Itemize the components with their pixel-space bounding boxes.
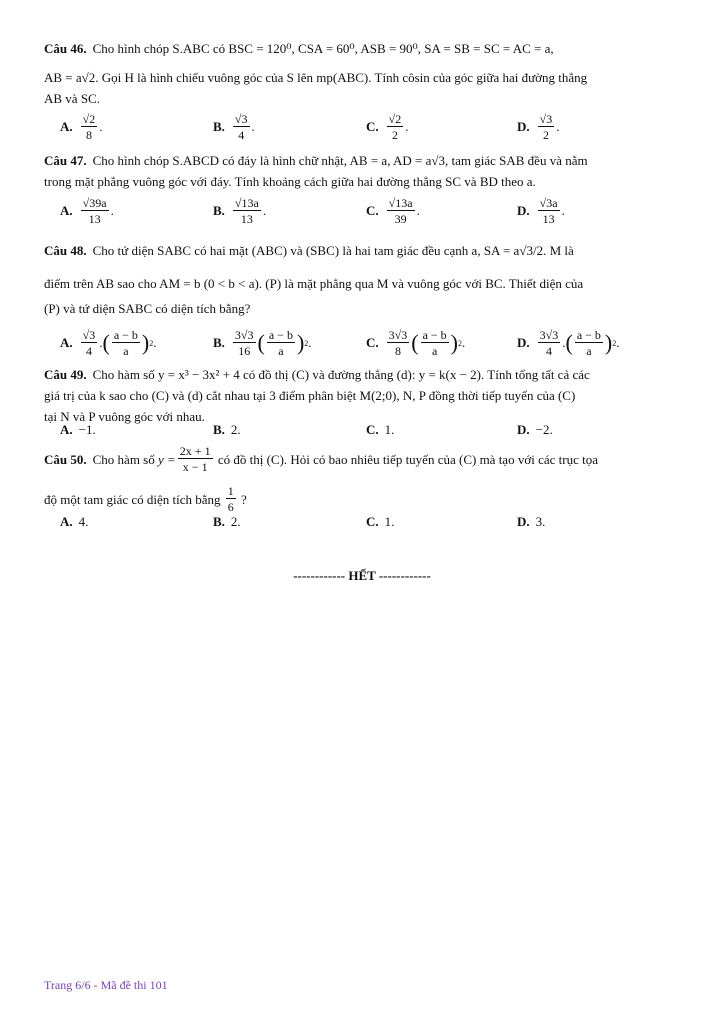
- fraction-denominator: 8: [394, 344, 401, 358]
- option-d[interactable]: [517, 420, 553, 440]
- option-b[interactable]: B. $\frac{3√3}{16}$ ( $\frac{a - b}{a}$ ) 2 .: [213, 328, 312, 358]
- option-c[interactable]: C. $\frac{√2}{2}$ .: [366, 112, 409, 142]
- question-49-line-3: tại N và P vuông góc với nhau.: [44, 409, 205, 424]
- right-paren: ): [141, 330, 150, 355]
- question-46-options: [60, 112, 688, 142]
- fraction-denominator: 13: [240, 212, 253, 226]
- option-label: D.: [517, 203, 530, 218]
- option-fraction: [387, 113, 404, 141]
- question-48-line-2: điểm trên AB sao cho AM = b (0 < b < a). (P) là mặt phẳng qua M và vuông góc với BC. Thiết diện của: [44, 276, 584, 291]
- exponent: 2: [304, 338, 309, 348]
- fraction-denominator: 16: [238, 344, 251, 358]
- fraction-numerator: √13a: [234, 196, 259, 210]
- question-text: có đồ thị (C). Hỏi có bao nhiêu tiếp tuyến của (C) mà tạo với các trục tọa: [217, 451, 598, 467]
- option-fraction: [81, 197, 109, 225]
- question-text: Cho hình chóp S.ABCD có đáy là hình chữ nhật, AB = a, AD = a√3, tam giác SAB đều và nằm: [92, 153, 588, 168]
- page-footer: [44, 978, 168, 993]
- left-paren: (: [411, 330, 419, 355]
- exponent: 2: [149, 338, 154, 348]
- right-paren: ): [604, 330, 613, 355]
- option-value: 3.: [535, 514, 546, 529]
- question-number: Câu 48.: [44, 243, 87, 258]
- option-value: 1.: [384, 514, 395, 529]
- fraction-denominator: a: [431, 344, 438, 358]
- fraction-denominator: 13: [88, 212, 101, 226]
- right-paren: ): [296, 330, 305, 355]
- fraction-numerator: √13a: [388, 196, 413, 210]
- option-label: D.: [517, 119, 530, 134]
- option-a[interactable]: A. $\frac{√2}{8}$ .: [60, 112, 103, 142]
- question-text: Cho hàm số: [92, 451, 155, 467]
- question-50: [44, 442, 688, 518]
- fraction-numerator: 2x + 1: [179, 444, 211, 458]
- coefficient-fraction: [233, 329, 256, 357]
- fraction-numerator: a − b: [576, 328, 601, 342]
- fraction-denominator: a: [278, 344, 284, 358]
- question-46-line-1: [44, 38, 688, 59]
- option-a[interactable]: A. $\frac{√39a}{13}$ .: [60, 196, 114, 226]
- option-value: 1.: [384, 422, 395, 437]
- option-b[interactable]: B. $\frac{√13a}{13}$ .: [213, 196, 267, 226]
- question-46-line-3: AB và SC.: [44, 91, 100, 106]
- inner-fraction: [575, 329, 603, 357]
- question-46-line-2: AB = a√2. Gọi H là hình chiếu vuông góc của S lên mp(ABC). Tính côsin của góc giữa hai đường thẳng: [44, 70, 588, 85]
- fraction-denominator: 4: [85, 344, 92, 358]
- question-number: Câu 47.: [44, 153, 87, 168]
- fraction-numerator: √2: [388, 112, 402, 126]
- left-paren: (: [565, 330, 573, 355]
- question-48: [44, 240, 688, 319]
- coefficient-fraction: [538, 329, 561, 357]
- function-lhs: y =: [158, 451, 176, 467]
- option-fraction: [81, 113, 98, 141]
- option-label: A.: [60, 422, 73, 437]
- question-number: Câu 50.: [44, 451, 87, 467]
- coefficient-fraction: [387, 329, 410, 357]
- end-mark: ------------ HẾT ------------: [293, 568, 431, 583]
- option-label: A.: [60, 203, 73, 218]
- question-text: độ một tam giác có diện tích bằng: [44, 491, 221, 507]
- fraction-denominator: 8: [85, 128, 92, 142]
- question-47-options: [60, 196, 688, 226]
- option-label: C.: [366, 119, 379, 134]
- fraction-denominator: a: [586, 344, 592, 358]
- exam-code: Mã đề thi 101: [100, 978, 168, 992]
- option-a[interactable]: [60, 420, 96, 440]
- option-c[interactable]: [366, 512, 394, 532]
- question-48-line-3: (P) và tứ diện SABC có diện tích bằng?: [44, 301, 251, 316]
- option-fraction: [538, 113, 555, 141]
- fraction-numerator: a − b: [268, 328, 293, 342]
- question-number: Câu 46.: [44, 41, 87, 56]
- option-a[interactable]: A. $\frac{√3}{4}$ . ( $\frac{a - b}{a}$ ) 2 .: [60, 328, 157, 358]
- option-b[interactable]: [213, 420, 241, 440]
- question-number: Câu 49.: [44, 367, 87, 382]
- fraction-denominator: 6: [227, 500, 234, 514]
- fraction-numerator: √3: [539, 112, 553, 126]
- question-47-line-2: trong mặt phẳng vuông góc với đáy. Tính khoảng cách giữa hai đường thẳng SC và BD theo a.: [44, 174, 536, 189]
- question-50-options: [60, 512, 688, 532]
- inner-fraction: [112, 329, 140, 357]
- left-paren: (: [102, 330, 110, 355]
- question-49-options: [60, 420, 688, 440]
- option-value: 4.: [78, 514, 89, 529]
- option-fraction: [387, 197, 415, 225]
- fraction-numerator: 3√3: [539, 328, 559, 342]
- page-number: Trang 6/6: [44, 978, 91, 992]
- question-47: [44, 150, 688, 192]
- option-fraction: [538, 197, 560, 225]
- option-fraction: [233, 113, 250, 141]
- fraction-denominator: 39: [394, 212, 407, 226]
- fraction-denominator: 13: [542, 212, 555, 226]
- option-label: B.: [213, 119, 225, 134]
- question-49-line-1: [44, 364, 688, 385]
- option-label: D.: [517, 514, 530, 529]
- question-mark: ?: [241, 491, 247, 507]
- option-value: 2.: [230, 422, 241, 437]
- question-48-options: [60, 326, 688, 360]
- exponent: 2: [457, 338, 462, 348]
- exponent: 2: [612, 338, 617, 348]
- option-label: B.: [213, 335, 225, 350]
- footer-separator: -: [90, 978, 101, 992]
- option-b[interactable]: [213, 512, 241, 532]
- fraction-denominator: 2: [391, 128, 398, 142]
- question-49: [44, 364, 688, 427]
- option-value: 2.: [230, 514, 241, 529]
- inner-fraction: [421, 329, 449, 357]
- fraction-denominator: 2: [542, 128, 549, 142]
- option-label: A.: [60, 514, 73, 529]
- function-fraction: [178, 445, 213, 473]
- option-a[interactable]: [60, 512, 88, 532]
- option-value: −1.: [78, 422, 96, 437]
- fraction-numerator: √3: [82, 328, 96, 342]
- option-c[interactable]: C. $\frac{3√3}{8}$ ( $\frac{a - b}{a}$ ) 2 .: [366, 328, 466, 358]
- left-paren: (: [257, 330, 265, 355]
- option-d[interactable]: D. $\frac{√3}{2}$ .: [517, 112, 560, 142]
- option-fraction: [233, 197, 261, 225]
- option-label: C.: [366, 422, 379, 437]
- fraction-denominator: a: [123, 344, 129, 358]
- option-label: B.: [213, 422, 225, 437]
- coefficient-fraction: [81, 329, 98, 357]
- fraction-numerator: √3a: [539, 196, 558, 210]
- question-50-line-1: [44, 442, 688, 476]
- inner-fraction: [267, 329, 295, 357]
- option-d[interactable]: D. $\frac{√3a}{13}$ .: [517, 196, 565, 226]
- fraction-numerator: 1: [227, 484, 234, 498]
- option-label: D.: [517, 335, 530, 350]
- question-48-line-1: [44, 240, 688, 261]
- area-fraction: [226, 485, 236, 513]
- question-46: [44, 38, 688, 109]
- option-c[interactable]: [366, 420, 394, 440]
- option-b[interactable]: B. $\frac{√3}{4}$ .: [213, 112, 255, 142]
- question-text: Cho hàm số y = x³ − 3x² + 4 có đồ thị (C) và đường thẳng (d): y = k(x − 2). Tính tổng tất cả các: [92, 367, 590, 382]
- question-47-line-1: [44, 150, 688, 171]
- option-value: −2.: [535, 422, 553, 437]
- fraction-numerator: √2: [82, 112, 96, 126]
- fraction-numerator: 3√3: [388, 328, 408, 342]
- fraction-denominator: x − 1: [182, 460, 208, 474]
- question-text: Cho hình chóp S.ABC có BSC = 120⁰, CSA = 60⁰, ASB = 90⁰, SA = SB = SC = AC = a,: [92, 41, 554, 56]
- fraction-numerator: √3: [234, 112, 248, 126]
- option-label: B.: [213, 514, 225, 529]
- option-label: C.: [366, 335, 379, 350]
- right-paren: ): [450, 330, 458, 355]
- option-d[interactable]: [517, 512, 545, 532]
- fraction-numerator: a − b: [422, 328, 447, 342]
- fraction-numerator: √39a: [82, 196, 107, 210]
- option-label: A.: [60, 335, 73, 350]
- option-c[interactable]: C. $\frac{√13a}{39}$ .: [366, 196, 420, 226]
- option-label: A.: [60, 119, 73, 134]
- option-label: D.: [517, 422, 530, 437]
- fraction-denominator: 4: [238, 128, 245, 142]
- fraction-numerator: a − b: [113, 328, 138, 342]
- option-label: C.: [366, 514, 379, 529]
- fraction-denominator: 4: [545, 344, 552, 358]
- question-49-line-2: giá trị của k sao cho (C) và (d) cắt nhau tại 3 điểm phân biệt M(2;0), N, P đồng thời tiếp tuyến của (C): [44, 388, 576, 403]
- option-label: B.: [213, 203, 225, 218]
- question-text: Cho tứ diện SABC có hai mặt (ABC) và (SBC) là hai tam giác đều cạnh a, SA = a√3/2. M là: [92, 243, 574, 258]
- option-d[interactable]: D. $\frac{3√3}{4}$ . ( $\frac{a - b}{a}$ ) 2 .: [517, 328, 620, 358]
- option-label: C.: [366, 203, 379, 218]
- fraction-numerator: 3√3: [234, 328, 254, 342]
